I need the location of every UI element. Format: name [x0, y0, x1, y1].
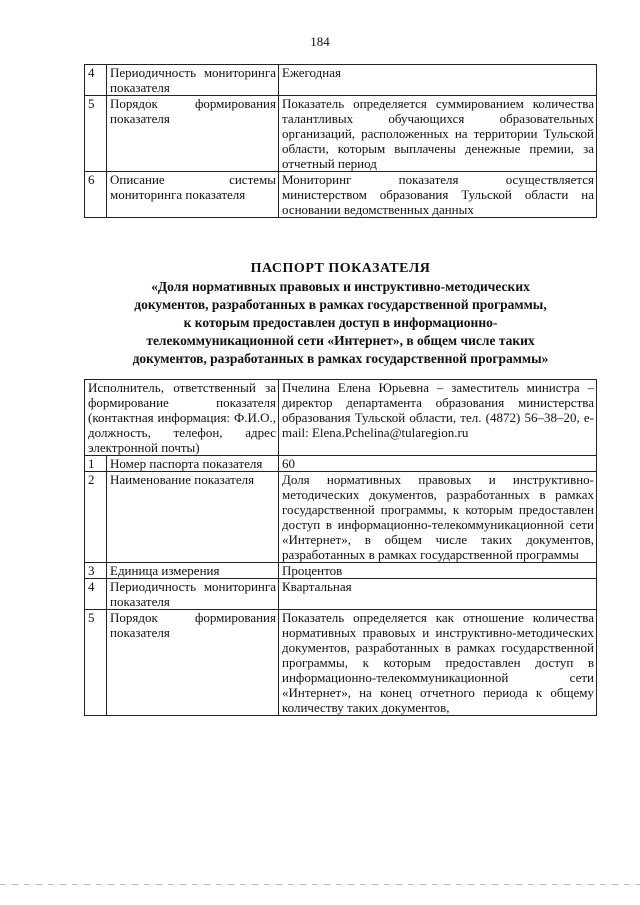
- row-number: 3: [85, 563, 107, 579]
- row-value: Ежегодная: [279, 65, 597, 96]
- row-label: Порядок формирования показателя: [107, 610, 279, 716]
- heading-line: телекоммуникационной сети «Интернет», в общем числе таких: [146, 333, 535, 348]
- executor-label: Исполнитель, ответственный за формирование показателя (контактная информация: Ф.И.О., должность, телефон, адрес электронной почты): [85, 380, 279, 456]
- table-row: [85, 563, 597, 579]
- row-label: Периодичность мониторинга показателя: [107, 579, 279, 610]
- row-number: 2: [85, 472, 107, 563]
- executor-value: Пчелина Елена Юрьевна – заместитель министра – директор департамента образования министерства образования Тульской области, тел. (4872) 56–38–20, e-mail: Elena.Pchelina@tularegion.ru: [279, 380, 597, 456]
- row-number: 4: [85, 579, 107, 610]
- table-row: [85, 96, 597, 172]
- row-label: Периодичность мониторинга показателя: [107, 65, 279, 96]
- indicator-table-continued: [84, 64, 597, 218]
- heading-line: к которым предоставлен доступ в информационно-: [183, 315, 498, 330]
- row-number: 5: [85, 96, 107, 172]
- row-label: Наименование показателя: [107, 472, 279, 563]
- row-label: Описание системы мониторинга показателя: [107, 172, 279, 218]
- heading-line: документов, разработанных в рамках государственной программы»: [132, 351, 549, 366]
- row-value: Квартальная: [279, 579, 597, 610]
- heading-line: «Доля нормативных правовых и инструктивно-методических: [151, 279, 530, 294]
- passport-heading: [84, 260, 597, 368]
- row-label: Номер паспорта показателя: [107, 456, 279, 472]
- table-row: [85, 65, 597, 96]
- table-row: [85, 380, 597, 456]
- indicator-passport-table: [84, 379, 597, 716]
- row-number: 4: [85, 65, 107, 96]
- heading-line: документов, разработанных в рамках государственной программы,: [134, 297, 547, 312]
- row-value: Мониторинг показателя осуществляется министерством образования Тульской области на основании ведомственных данных: [279, 172, 597, 218]
- table-row: [85, 610, 597, 716]
- table-row: [85, 472, 597, 563]
- table-row: [85, 172, 597, 218]
- row-number: 6: [85, 172, 107, 218]
- passport-title: ПАСПОРТ ПОКАЗАТЕЛЯ: [250, 261, 431, 276]
- row-value: Показатель определяется как отношение количества нормативных правовых и инструктивно-методических документов, разработанных в рамках государственной программы, к которым предоставлен доступ в информационно-телекоммуникационной сети «Интернет», на конец отчетного периода к общему количеству таких документов,: [279, 610, 597, 716]
- row-value: 60: [279, 456, 597, 472]
- row-label: Порядок формирования показателя: [107, 96, 279, 172]
- scan-footer-line: [0, 884, 640, 885]
- table-row: [85, 456, 597, 472]
- row-number: 1: [85, 456, 107, 472]
- row-value: Процентов: [279, 563, 597, 579]
- row-number: 5: [85, 610, 107, 716]
- row-value: Доля нормативных правовых и инструктивно-методических документов, разработанных в рамках государственной программы, к которым предоставлен доступ в информационно-телекоммуникационной сети «Интернет», в общем числе таких документов, разработанных в рамках государственной программы: [279, 472, 597, 563]
- table-row: [85, 579, 597, 610]
- row-value: Показатель определяется суммированием количества талантливых обучающихся образовательных организаций, расположенных на территории Тульской области, которым выплачены денежные премии, за отчетный период: [279, 96, 597, 172]
- row-label: Единица измерения: [107, 563, 279, 579]
- page-number: 184: [310, 34, 330, 49]
